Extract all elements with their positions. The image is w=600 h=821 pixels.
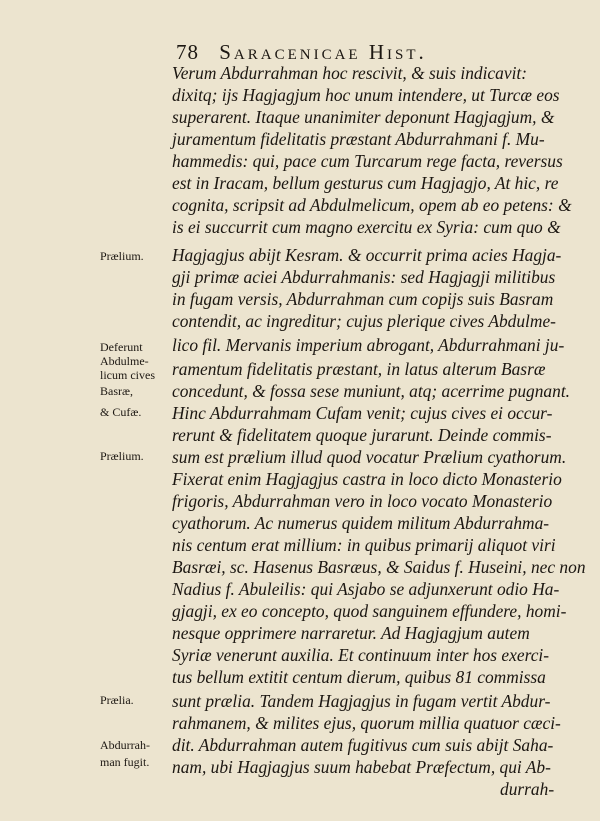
catchword: durrah- — [500, 779, 555, 799]
margin-note: man fugit. — [100, 755, 150, 769]
text-line: cyathorum. Ac numerus quidem militum Abdurrahma- — [172, 513, 550, 533]
text-line: gji primæ aciei Abdurrahmanis: sed Hagjagji militibus — [172, 267, 556, 287]
text-line: nesque opprimere narraretur. Ad Hagjagjum autem — [172, 623, 530, 643]
text-line: Syriæ venerunt auxilia. Et continuum inter hos exerci- — [172, 645, 550, 665]
margin-note: licum cives — [100, 368, 155, 382]
margin-note: Prælia. — [100, 693, 134, 707]
text-line: sunt prælia. Tandem Hagjagjus in fugam vertit Abdur- — [172, 691, 551, 711]
margin-note: Abdurrah- — [100, 738, 150, 752]
margin-note: Prælium. — [100, 249, 144, 263]
text-line: Hinc Abdurrahmam Cufam venit; cujus cives ei occur- — [172, 403, 553, 423]
text-line: dixitq; ijs Hagjagjum hoc unum intendere, ut Turcæ eos — [172, 85, 560, 105]
text-line: contendit, ac ingreditur; cujus plerique cives Abdulme- — [172, 311, 556, 331]
running-title: Saracenicae Hist. — [219, 40, 427, 64]
text-line: concedunt, & fossa sese muniunt, atq; acerrime pugnant. — [172, 381, 570, 401]
text-line: rerunt & fidelitatem quoque jurarunt. Deinde commis- — [172, 425, 552, 445]
page-number: 78 — [176, 40, 199, 64]
text-line: est in Iracam, bellum gesturus cum Hagjagjo, At hic, re — [172, 173, 559, 193]
text-line: rahmanem, & milites ejus, quorum millia quatuor cæci- — [172, 713, 561, 733]
margin-note: Deferunt — [100, 340, 143, 354]
text-line: lico fil. Mervanis imperium abrogant, Abdurrahmani ju- — [172, 335, 565, 355]
text-line: cognita, scripsit ad Abdulmelicum, opem ab eo petens: & — [172, 195, 572, 215]
margin-note: Prælium. — [100, 449, 144, 463]
text-line: juramentum fidelitatis præstant Abdurrahmani f. Mu- — [172, 129, 545, 149]
text-line: ramentum fidelitatis præstant, in latus alterum Basræ — [172, 359, 546, 379]
text-line: Basræi, sc. Hasenus Basræus, & Saidus f. Huseini, nec non — [172, 557, 586, 577]
margin-note: & Cufæ. — [100, 405, 142, 419]
text-line: sum est prælium illud quod vocatur Prælium cyathorum. — [172, 447, 567, 467]
text-line: nis centum erat millium: in quibus primarij aliquot viri — [172, 535, 556, 555]
text-line: superarent. Itaque unanimiter deponunt Hagjagjum, & — [172, 107, 555, 127]
text-line: Fixerat enim Hagjagjus castra in loco dicto Monasterio — [172, 469, 562, 489]
text-line: Nadius f. Abuleilis: qui Asjabo se adjunxerunt odio Ha- — [172, 579, 560, 599]
text-line: dit. Abdurrahman autem fugitivus cum suis abijt Saha- — [172, 735, 554, 755]
text-line: Hagjagjus abijt Kesram. & occurrit prima acies Hagja- — [172, 245, 562, 265]
text-line: hammedis: qui, pace cum Turcarum rege facta, reversus — [172, 151, 563, 171]
text-line: is ei succurrit cum magno exercitu ex Syria: cum quo & — [172, 217, 561, 237]
text-line: Verum Abdurrahman hoc rescivit, & suis indicavit: — [172, 63, 528, 83]
text-line: nam, ubi Hagjagjus suum habebat Præfectum, qui Ab- — [172, 757, 551, 777]
text-line: in fugam versis, Abdurrahman cum copijs suis Basram — [172, 289, 554, 309]
text-line: tus bellum extitit centum dierum, quibus 81 commissa — [172, 667, 546, 687]
margin-note: Basræ, — [100, 384, 133, 398]
margin-note: Abdulme- — [100, 354, 149, 368]
text-line: frigoris, Abdurrahman vero in loco vocato Monasterio — [172, 491, 553, 511]
text-line: gjagji, ex eo concepto, quod sanguinem effundere, homi- — [172, 601, 567, 621]
